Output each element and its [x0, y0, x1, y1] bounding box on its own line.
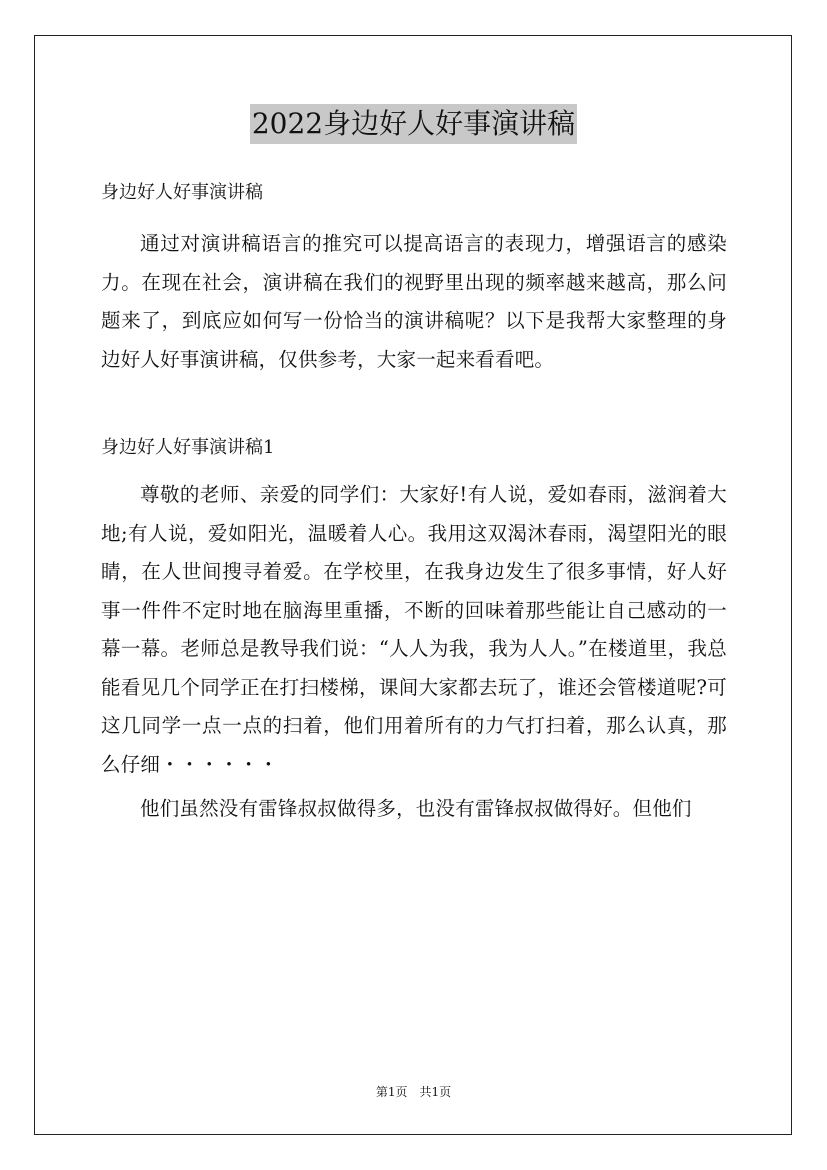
intro-paragraph: 通过对演讲稿语言的推究可以提高语言的表现力，增强语言的感染力。在现在社会，演讲稿在我们的视野里出现的频率越来越高，那么问题来了，到底应如何写一份恰当的演讲稿呢？以下是我帮大家整理的身边好人好事演讲稿，仅供参考，大家一起来看看吧。 — [101, 232, 727, 371]
page-footer: 第1页 共1页 — [375, 1085, 452, 1099]
title-container — [0, 104, 827, 144]
section1-paragraph-1: 尊敬的老师、亲爱的同学们：大家好!有人说，爱如春雨，滋润着大地;有人说，爱如阳光，温暖着人心。我用这双渴沐春雨，渴望阳光的眼睛，在人世间搜寻着爱。在学校里，在我身边发生了很多事情，好人好事一件件不定时地在脑海里重播，不断的回味着那些能让自己感动的一幕一幕。老师总是教导我们说：“人人为我，我为人人。”在楼道里，我总能看见几个同学正在打扫楼梯，课间大家都去玩了，谁还会管楼道呢?可这几同学一点一点的扫着，他们用着所有的力气打扫着，那么认真，那么仔细・・・・・・ — [101, 483, 727, 776]
section1-paragraph-2: 他们虽然没有雷锋叔叔做得多，也没有雷锋叔叔做得好。但他们 — [140, 797, 692, 820]
intro-heading: 身边好人好事演讲稿 — [101, 182, 263, 203]
section1-heading: 身边好人好事演讲稿1 — [101, 437, 275, 458]
document-title: 2022身边好人好事演讲稿 — [250, 104, 577, 144]
document-body — [101, 174, 727, 829]
